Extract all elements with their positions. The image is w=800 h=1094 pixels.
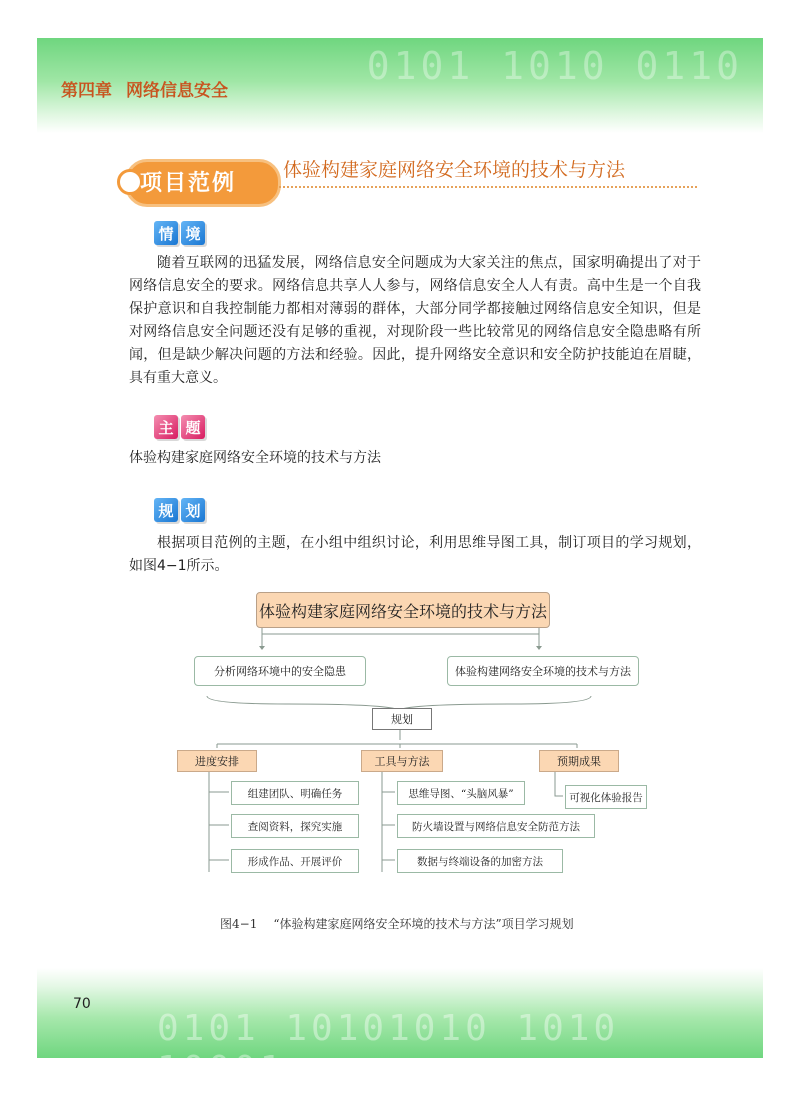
chapter-title: 网络信息安全 — [126, 81, 228, 101]
situation-paragraph: 随着互联网的迅猛发展，网络信息安全问题成为大家关注的焦点，国家明确提出了对于网络信息安全的要求。网络信息共享人人参与，网络信息安全人人有责。高中生是一个自我保护意识和自我控制能力都相对薄弱的群体，大部分同学都接触过网络信息安全知识，但是对网络信息安全问题还没有足够的重视，对现阶段一些比较常见的网络信息安全隐患略有所闻，但是缺少解决问题的方法和经验。因此，提升网络安全意识和安全防护技能迫在眉睫，具有重大意义。 — [129, 255, 701, 386]
plan-tag-char-1: 规 — [154, 498, 178, 522]
leaf-tools-1: 思维导图、“头脑风暴” — [397, 781, 525, 805]
situation-tag-char-1: 情 — [154, 221, 178, 245]
theme-tag-char-1: 主 — [154, 415, 178, 439]
figure-caption-text: “体验构建家庭网络安全环境的技术与方法”项目学习规划 — [273, 917, 574, 931]
chapter-number: 第四章 — [61, 81, 112, 101]
plan-tag — [154, 498, 205, 522]
page-number: 70 — [73, 996, 91, 1012]
theme-tag-char-2: 题 — [181, 415, 205, 439]
situation-tag — [154, 221, 205, 245]
leaf-results-1: 可视化体验报告 — [565, 785, 647, 809]
leaf-schedule-1: 组建团队、明确任务 — [231, 781, 359, 805]
header-decor-digits: 0101 1010 0110 — [366, 44, 743, 88]
branch-schedule: 进度安排 — [177, 750, 257, 772]
section-title: 体验构建家庭网络安全环境的技术与方法 — [283, 159, 626, 181]
plan-tag-char-2: 划 — [181, 498, 205, 522]
leaf-schedule-3: 形成作品、开展评价 — [231, 849, 359, 873]
mindmap-root-node: 体验构建家庭网络安全环境的技术与方法 — [256, 592, 550, 628]
branch-expected-results: 预期成果 — [539, 750, 619, 772]
footer-decor-digits: 0101 10101010 1010 10001 — [157, 1008, 620, 1090]
branch-tools-methods: 工具与方法 — [361, 750, 443, 772]
textbook-page — [37, 38, 763, 1090]
section-label: 项目范例 — [140, 171, 237, 196]
figure-caption — [220, 915, 574, 932]
mindmap-left-topic: 分析网络环境中的安全隐患 — [194, 656, 366, 686]
mindmap-connectors — [177, 588, 647, 888]
plan-paragraph: 根据项目范例的主题，在小组中组织讨论，利用思维导图工具，制订项目的学习规划，如图4−1所示。 — [129, 535, 701, 574]
section-divider — [279, 186, 697, 188]
leaf-schedule-2: 查阅资料，探究实施 — [231, 814, 359, 838]
mindmap-center-node: 规划 — [372, 708, 432, 730]
chapter-heading — [61, 76, 228, 101]
mindmap-right-topic: 体验构建网络安全环境的技术与方法 — [447, 656, 639, 686]
theme-paragraph: 体验构建家庭网络安全环境的技术与方法 — [129, 450, 381, 466]
situation-tag-char-2: 境 — [181, 221, 205, 245]
figure-number: 图4−1 — [220, 917, 258, 931]
theme-tag — [154, 415, 205, 439]
footer-band — [37, 968, 763, 1090]
leaf-tools-2: 防火墙设置与网络信息安全防范方法 — [397, 814, 595, 838]
leaf-tools-3: 数据与终端设备的加密方法 — [397, 849, 563, 873]
